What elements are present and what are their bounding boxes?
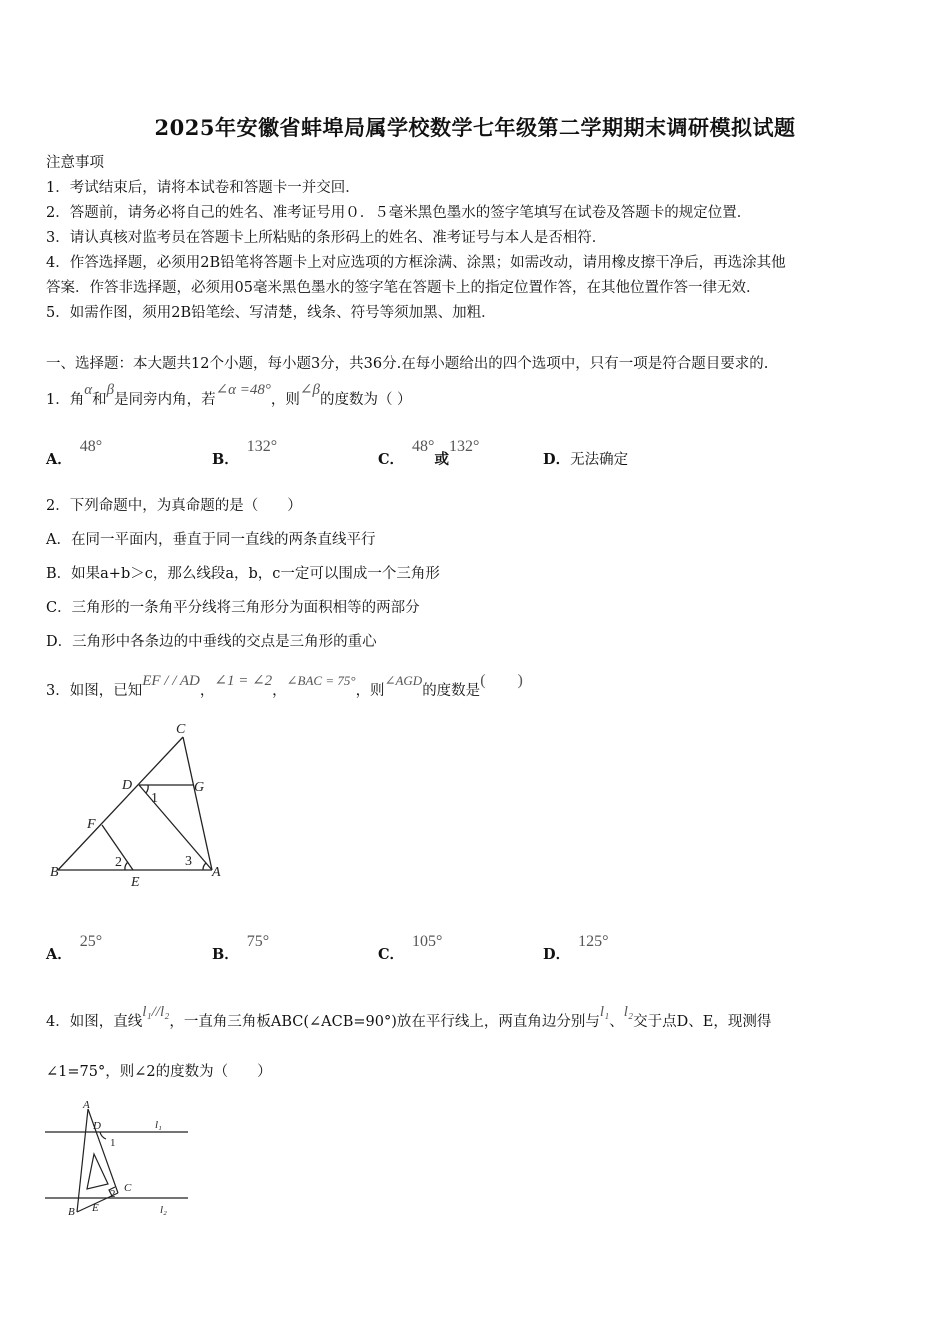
label-3: 3 [185,854,192,869]
label-f: F [87,817,96,832]
label-d: D [93,1120,101,1132]
angle-3-arc [203,863,206,870]
angle-2-arc [125,862,128,870]
notice-item: 2．答题前，请务必将自己的姓名、准考证号用０．５毫米黑色墨水的签字笔填写在试卷及答题卡的规定位置． [46,205,752,221]
notice-item: 5．如需作图，须用2B铅笔绘、写清楚，线条、符号等须加黑、加粗． [46,305,496,321]
notice-item: 答案．作答非选择题，必须用05毫米黑色墨水的签字笔在答题卡上的指定位置作答，在其他位置作答一律无效． [46,280,761,296]
label-l2: l₂ [160,1204,167,1216]
q1-option-b[interactable]: B．132° [212,438,278,468]
line-da [139,785,212,870]
label-1: 1 [151,791,158,806]
angle-1-arc [100,1132,106,1139]
q3-option-d[interactable]: D．125° [543,933,609,963]
q2-stem: 2．下列命题中，为真命题的是（ ） [46,498,302,514]
line-ca [183,737,212,870]
q2-option-d[interactable]: D．三角形中各条边的中垂线的交点是三角形的重心 [46,634,377,650]
ruler-hole [87,1154,108,1189]
section-heading: 一、选择题：本大题共12个小题，每小题3分，共36分.在每小题给出的四个选项中，只有一项是符合题目要求的. [46,356,769,372]
angle-1-arc [146,785,148,793]
q3-option-c[interactable]: C．105° [378,933,443,963]
label-1: 1 [110,1137,116,1149]
label-l1: l₁ [155,1119,162,1131]
notice-heading: 注意事项 [46,155,104,171]
label-a: A [83,1099,90,1111]
page-title: 2025年安徽省蚌埠局属学校数学七年级第二学期期末调研模拟试题 [154,115,796,140]
q1-option-c[interactable]: C．48°或132° [378,438,480,468]
label-2: 2 [110,1188,116,1200]
q4-stem: 4．如图，直线l₁//l₂，一直角三角板ABC(∠ACB=90°)放在平行线上，两直角边分别与l₁、l₂交于点D、E，现测得 [46,1004,772,1030]
q3-figure [40,715,240,895]
label-e: E [131,875,140,890]
label-d: D [122,778,133,793]
label-c: C [176,722,186,737]
label-g: G [194,780,205,795]
q2-option-c[interactable]: C．三角形的一条角平分线将三角形分为面积相等的两部分 [46,600,420,616]
ruler-ab [77,1109,88,1212]
notice-item: 1．考试结束后，请将本试卷和答题卡一并交回． [46,180,360,196]
q4-stem-line2: ∠1=75°，则∠2的度数为（ ） [46,1064,272,1080]
label-c: C [124,1182,132,1194]
q2-option-b[interactable]: B．如果a+b＞c，那么线段a，b，c一定可以围成一个三角形 [46,566,440,582]
notice-item: 4．作答选择题，必须用2B铅笔将答题卡上对应选项的方框涂满、涂黑；如需改动，请用橡皮擦干净后，再选涂其他 [46,255,786,271]
label-b: B [50,865,59,880]
q4-figure [40,1095,200,1220]
q1-option-d[interactable]: D．无法确定 [543,451,629,468]
q3-stem: 3．如图，已知EF / / AD，∠1 = ∠2，∠BAC = 75°，则∠AGD的度数是( ) [46,672,523,699]
label-e: E [92,1202,99,1214]
q2-option-a[interactable]: A．在同一平面内，垂直于同一直线的两条直线平行 [46,532,376,548]
label-2: 2 [115,855,122,870]
q1-stem: 1．角α和β是同旁内角，若∠α =48°，则∠β的度数为（ ） [46,382,412,408]
notice-item: 3．请认真核对监考员在答题卡上所粘贴的条形码上的姓名、准考证号与本人是否相符． [46,230,607,246]
label-a: A [212,865,221,880]
q3-option-b[interactable]: B．75° [212,933,270,963]
q3-option-a[interactable]: A．25° [46,933,103,963]
q1-option-a[interactable]: A．48° [46,438,103,468]
label-b: B [68,1206,75,1218]
line-cb [58,737,183,870]
